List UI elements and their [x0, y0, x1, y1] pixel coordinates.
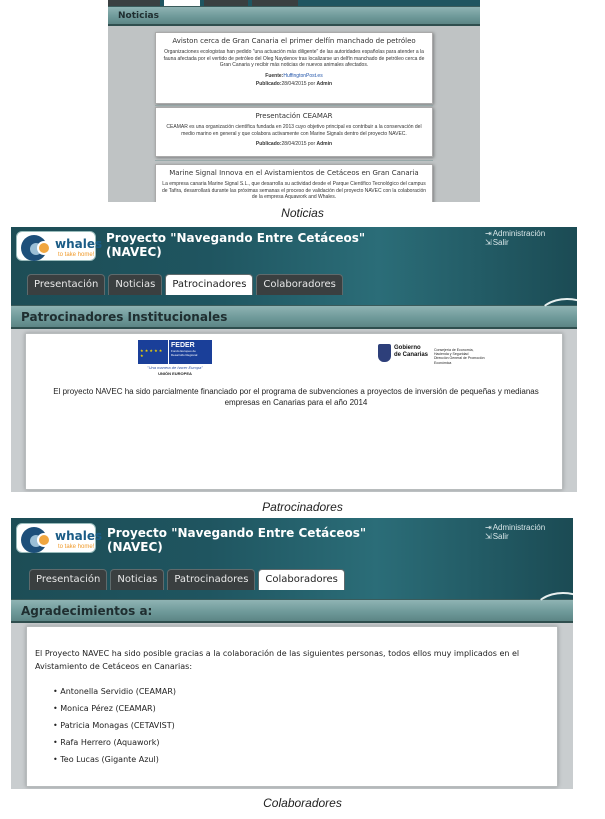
- logo-tagline: to take home!: [58, 544, 95, 550]
- logo-text: whales: [55, 529, 103, 543]
- divider: [155, 160, 433, 161]
- top-links: [477, 229, 577, 247]
- noticias-screenshot: [108, 0, 480, 202]
- news-source: [160, 73, 428, 79]
- news-body: CEAMAR es una organización científica fundada en 2013 cuyo objetivo principal es contribuir a la conservación del medio marino en general y que colabora activamente con Marine Signals dentro del proyecto NAVEC.: [166, 124, 422, 137]
- feder-subtitle: Fondo Europeo de Desarrollo Regional: [171, 349, 198, 357]
- project-title-line1: Proyecto "Navegando Entre Cetáceos": [106, 231, 366, 245]
- author-name: Admin: [316, 141, 333, 147]
- logo-dot-icon: [37, 533, 51, 547]
- news-meta: [160, 81, 428, 87]
- shield-icon: [378, 344, 391, 362]
- list-item: • Antonella Servidio (CEAMAR): [53, 683, 176, 700]
- section-title-noticias: [108, 6, 480, 26]
- divider: [155, 105, 433, 106]
- collaborators-list: [53, 683, 176, 768]
- section-title-text: Agradecimientos a:: [21, 604, 153, 618]
- gc-dept-line1: Consejería de Economía, Hacienda y Seguridad: [434, 348, 474, 357]
- news-title[interactable]: Aviston cerca de Gran Canaria el primer delfín manchado de petróleo: [172, 37, 416, 45]
- eu-flag-icon: [138, 340, 168, 364]
- feder-title: FEDER: [171, 342, 195, 349]
- tab-bar: [27, 274, 343, 295]
- colaboradores-screenshot: [11, 518, 573, 789]
- logo-text: whales: [55, 237, 103, 251]
- gobierno-canarias-logo: [378, 344, 488, 370]
- section-title-text: Patrocinadores Institucionales: [21, 310, 228, 324]
- source-link[interactable]: HuffingtonPost.es: [283, 72, 323, 79]
- patrocinadores-screenshot: [11, 227, 577, 492]
- section-title-text: Noticias: [118, 11, 159, 21]
- logout-link-label[interactable]: Salir: [492, 532, 509, 541]
- sponsor-description: El proyecto NAVEC ha sido parcialmente financiado por el programa de subvenciones a proyectos de inversión de pequeñas y medianas empresas en Canarias para el año 2014: [53, 387, 539, 407]
- logout-link-label[interactable]: Salir: [492, 238, 509, 247]
- published-date: 28/04/2015 por: [281, 80, 316, 87]
- collaborators-intro: El Proyecto NAVEC ha sido posible gracias a la colaboración de las siguientes personas, todos ellos muy implicados en el Avistamiento de Cetáceos en Canarias:: [35, 649, 520, 671]
- project-title-line2: (NAVEC): [106, 245, 162, 259]
- published-date: 28/04/2015 por: [281, 141, 316, 147]
- collaborators-card: [26, 626, 558, 787]
- published-label: Publicado:: [255, 80, 282, 87]
- eu-union: UNIÓN EUROPEA: [158, 371, 192, 376]
- list-item: • Rafa Herrero (Aquawork): [53, 734, 176, 751]
- sponsors-card: [25, 333, 563, 490]
- tab-presentacion[interactable]: Presentación: [27, 274, 105, 295]
- gc-dept-line2: Dirección General de Promoción Económica: [434, 356, 485, 365]
- whales-logo[interactable]: [16, 231, 103, 261]
- tab-colaboradores[interactable]: Colaboradores: [256, 274, 342, 295]
- admin-link-label[interactable]: Administración: [492, 523, 546, 532]
- caption-noticias: Noticias: [281, 206, 324, 220]
- feder-badge: [169, 340, 212, 364]
- admin-link[interactable]: ⇥Administración: [485, 229, 546, 238]
- gc-name-line2: de Canarias: [394, 352, 429, 358]
- source-label: Fuente:: [265, 72, 284, 79]
- section-title-patrocinadores: [11, 305, 577, 329]
- top-links: [477, 523, 573, 541]
- caption-patrocinadores: Patrocinadores: [262, 500, 343, 514]
- gc-department: [434, 348, 488, 365]
- eu-motto: "Una manera de hacer Europa": [147, 365, 203, 370]
- tab-presentacion[interactable]: Presentación: [29, 569, 107, 590]
- news-title[interactable]: Presentación CEAMAR: [255, 112, 333, 120]
- eu-feder-logo: [138, 340, 212, 380]
- project-title: [107, 526, 366, 554]
- news-item[interactable]: [155, 164, 433, 202]
- tab-colaboradores[interactable]: Colaboradores: [258, 569, 344, 590]
- project-title-line2: (NAVEC): [107, 540, 163, 554]
- list-item: • Teo Lucas (Gigante Azul): [53, 751, 176, 768]
- logout-link[interactable]: ⇲Salir: [485, 238, 509, 247]
- published-label: Publicado:: [255, 141, 282, 147]
- tab-bar: [29, 569, 345, 590]
- author-name: Admin: [316, 80, 333, 87]
- admin-link[interactable]: ⇥Administración: [485, 523, 546, 532]
- project-title-line1: Proyecto "Navegando Entre Cetáceos": [107, 526, 367, 540]
- news-body: Organizaciones ecologistas han pedido "una actuación más diligente" de las autoridades españolas para atender a la fauna afectada por el vertido de petróleo del Oleg Naydenov tras localizarse un delfín manchado de petróleo cerca de Gran Canaria y recibir más noticias de nuevos animales afectados.: [163, 49, 425, 68]
- admin-link-label[interactable]: Administración: [492, 229, 546, 238]
- logout-link[interactable]: ⇲Salir: [485, 532, 509, 541]
- tab-noticias[interactable]: Noticias: [110, 569, 164, 590]
- tab-noticias[interactable]: Noticias: [108, 274, 162, 295]
- tab-patrocinadores[interactable]: Patrocinadores: [167, 569, 255, 590]
- list-item: • Patricia Monagas (CETAVIST): [53, 717, 176, 734]
- tab-patrocinadores[interactable]: Patrocinadores: [165, 274, 253, 295]
- section-title-colaboradores: [11, 599, 573, 623]
- news-body: La empresa canaria Marine Signal S.L., que desarrolla su actividad desde el Parque Científico Tecnológico del campus de Tafira, desarrollará durante las próximas semanas el proceso de validación del proyecto NAVEC con la colaboración de la empresa Aquawork and Whales.: [161, 181, 427, 200]
- gc-name-line1: Gobierno: [394, 345, 421, 351]
- project-title: [106, 231, 365, 259]
- news-meta: [160, 141, 428, 147]
- list-item: • Monica Pérez (CEAMAR): [53, 700, 176, 717]
- caption-colaboradores: Colaboradores: [263, 796, 342, 810]
- logo-tagline: to take home!: [58, 252, 95, 258]
- logo-dot-icon: [37, 241, 51, 255]
- news-title[interactable]: Marine Signal Innova en el Avistamientos de Cetáceos en Gran Canaria: [169, 169, 419, 177]
- news-item[interactable]: [155, 32, 433, 104]
- news-item[interactable]: [155, 107, 433, 157]
- gc-name: [394, 345, 428, 359]
- whales-logo[interactable]: [16, 523, 103, 553]
